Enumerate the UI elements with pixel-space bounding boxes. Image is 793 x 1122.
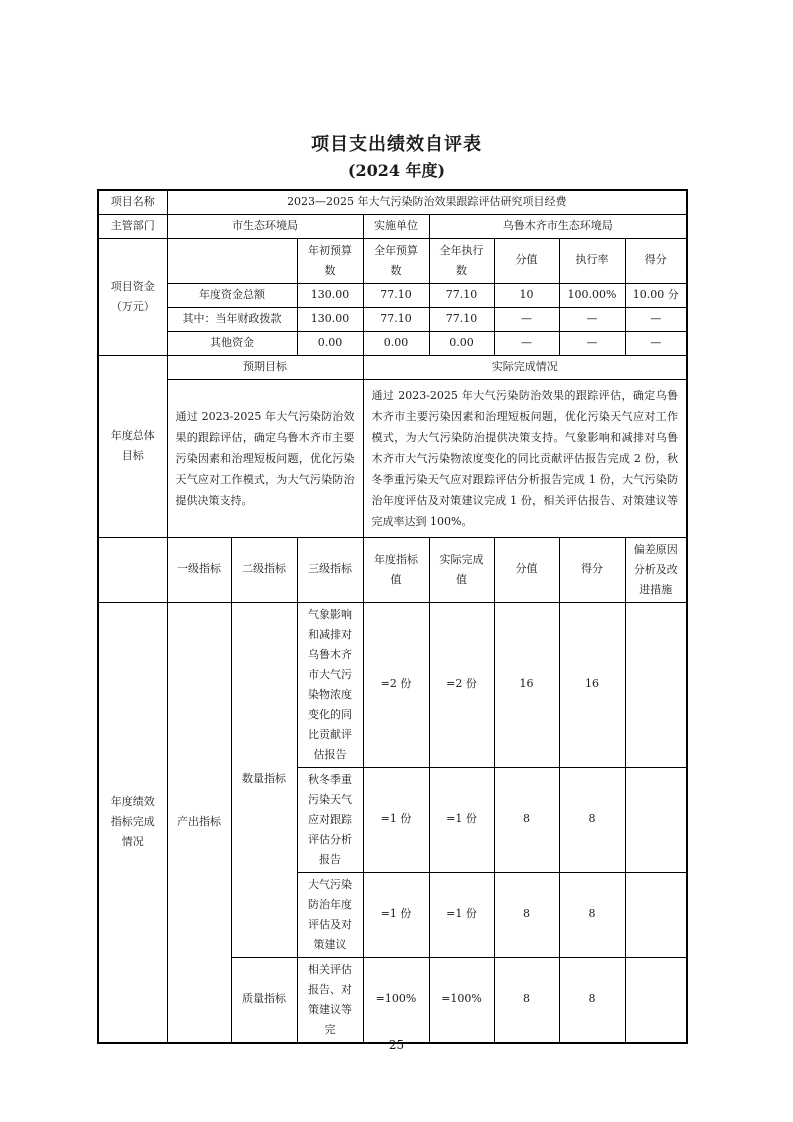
indicator-points: 8 xyxy=(494,767,559,872)
funds-cell: 100.00% xyxy=(559,283,625,307)
project-name-value: 2023—2025 年大气污染防治效果跟踪评估研究项目经费 xyxy=(167,190,687,214)
funds-header-executed: 全年执行数 xyxy=(429,238,494,283)
funds-cell: 10.00 分 xyxy=(625,283,687,307)
indicators-section-label: 年度绩效指标完成情况 xyxy=(98,602,167,1043)
funds-cell: — xyxy=(559,307,625,331)
indicator-target: =1 份 xyxy=(363,767,429,872)
funds-row-name: 其他资金 xyxy=(167,331,297,355)
indicators-header-score: 得分 xyxy=(559,537,625,602)
indicator-level2-quality: 质量指标 xyxy=(231,957,297,1043)
indicator-points: 16 xyxy=(494,602,559,767)
page-subtitle: (2024 年度) xyxy=(347,161,446,180)
impl-label: 实施单位 xyxy=(363,214,429,238)
goals-label: 年度总体目标 xyxy=(98,355,167,537)
indicator-deviation xyxy=(625,767,687,872)
project-name-label: 项目名称 xyxy=(98,190,167,214)
funds-header-points: 分值 xyxy=(494,238,559,283)
impl-value: 乌鲁木齐市生态环境局 xyxy=(429,214,687,238)
indicators-header-level3: 三级指标 xyxy=(297,537,363,602)
indicator-score: 8 xyxy=(559,957,625,1043)
goals-expected-header: 预期目标 xyxy=(167,355,363,379)
funds-cell: — xyxy=(559,331,625,355)
dept-label: 主管部门 xyxy=(98,214,167,238)
goals-actual-text: 通过 2023-2025 年大气污染防治效果的跟踪评估，确定乌鲁木齐市主要污染因素和治理短板问题，优化污染天气应对工作模式，为大气污染防治提供决策支持。气象影响和减排对乌鲁木齐市大气污染物浓度变化的同比贡献评估报告完成 2 份，秋冬季重污染天气应对跟踪评估分析报告完成 1 份，大气污染防治年度评估及对策建议完成 1 份，相关评估报告、对策建议等完成率达到 100%。 xyxy=(363,379,687,537)
funds-cell: — xyxy=(625,307,687,331)
indicators-header-target: 年度指标值 xyxy=(363,537,429,602)
indicator-level2-quantity: 数量指标 xyxy=(231,602,297,957)
funds-cell: — xyxy=(494,307,559,331)
indicator-points: 8 xyxy=(494,872,559,957)
indicator-level1-output: 产出指标 xyxy=(167,602,231,1043)
indicator-target: =1 份 xyxy=(363,872,429,957)
self-evaluation-table xyxy=(97,189,688,1044)
funds-cell: 77.10 xyxy=(429,283,494,307)
indicators-header-points: 分值 xyxy=(494,537,559,602)
indicator-score: 8 xyxy=(559,872,625,957)
indicator-target: =100% xyxy=(363,957,429,1043)
table-row xyxy=(98,331,687,355)
indicator-actual: =2 份 xyxy=(429,602,494,767)
table-row xyxy=(98,190,687,214)
funds-cell: — xyxy=(625,331,687,355)
indicators-blank-cell xyxy=(98,537,167,602)
table-row xyxy=(98,379,687,537)
indicator-score: 16 xyxy=(559,602,625,767)
indicator-actual: =1 份 xyxy=(429,872,494,957)
table-row xyxy=(98,283,687,307)
page-number: 25 xyxy=(388,1038,405,1052)
funds-cell: 77.10 xyxy=(429,307,494,331)
funds-row-name: 其中：当年财政拨款 xyxy=(167,307,297,331)
indicator-deviation xyxy=(625,957,687,1043)
funds-cell: 10 xyxy=(494,283,559,307)
table-row xyxy=(98,537,687,602)
funds-cell: — xyxy=(494,331,559,355)
funds-cell: 0.00 xyxy=(297,331,363,355)
table-row xyxy=(98,307,687,331)
funds-cell: 77.10 xyxy=(363,307,429,331)
dept-value: 市生态环境局 xyxy=(167,214,363,238)
indicator-points: 8 xyxy=(494,957,559,1043)
funds-cell: 0.00 xyxy=(363,331,429,355)
table-row xyxy=(98,355,687,379)
table-row xyxy=(98,238,687,283)
indicator-target: =2 份 xyxy=(363,602,429,767)
indicators-header-actual: 实际完成值 xyxy=(429,537,494,602)
goals-actual-header: 实际完成情况 xyxy=(363,355,687,379)
indicator-deviation xyxy=(625,872,687,957)
funds-header-score: 得分 xyxy=(625,238,687,283)
funds-blank-cell xyxy=(167,238,297,283)
funds-cell: 77.10 xyxy=(363,283,429,307)
indicator-score: 8 xyxy=(559,767,625,872)
indicator-name: 大气污染防治年度评估及对策建议 xyxy=(297,872,363,957)
indicator-name: 气象影响和减排对乌鲁木齐市大气污染物浓度变化的同比贡献评估报告 xyxy=(297,602,363,767)
indicators-header-level2: 二级指标 xyxy=(231,537,297,602)
indicator-name: 相关评估报告、对策建议等完 xyxy=(297,957,363,1043)
goals-expected-text: 通过 2023-2025 年大气污染防治效果的跟踪评估，确定乌鲁木齐市主要污染因素和治理短板问题，优化污染天气应对工作模式，为大气污染防治提供决策支持。 xyxy=(167,379,363,537)
indicator-actual: =100% xyxy=(429,957,494,1043)
funds-cell: 0.00 xyxy=(429,331,494,355)
funds-label: 项目资金（万元） xyxy=(98,238,167,355)
indicators-header-deviation: 偏差原因分析及改进措施 xyxy=(625,537,687,602)
indicator-actual: =1 份 xyxy=(429,767,494,872)
indicator-deviation xyxy=(625,602,687,767)
table-row xyxy=(98,214,687,238)
indicator-name: 秋冬季重污染天气应对跟踪评估分析报告 xyxy=(297,767,363,872)
page-title: 项目支出绩效自评表 xyxy=(311,134,482,155)
funds-header-initial-budget: 年初预算数 xyxy=(297,238,363,283)
funds-header-annual-budget: 全年预算数 xyxy=(363,238,429,283)
funds-row-name: 年度资金总额 xyxy=(167,283,297,307)
funds-header-exec-rate: 执行率 xyxy=(559,238,625,283)
table-row xyxy=(98,602,687,767)
funds-cell: 130.00 xyxy=(297,307,363,331)
funds-cell: 130.00 xyxy=(297,283,363,307)
indicators-header-level1: 一级指标 xyxy=(167,537,231,602)
